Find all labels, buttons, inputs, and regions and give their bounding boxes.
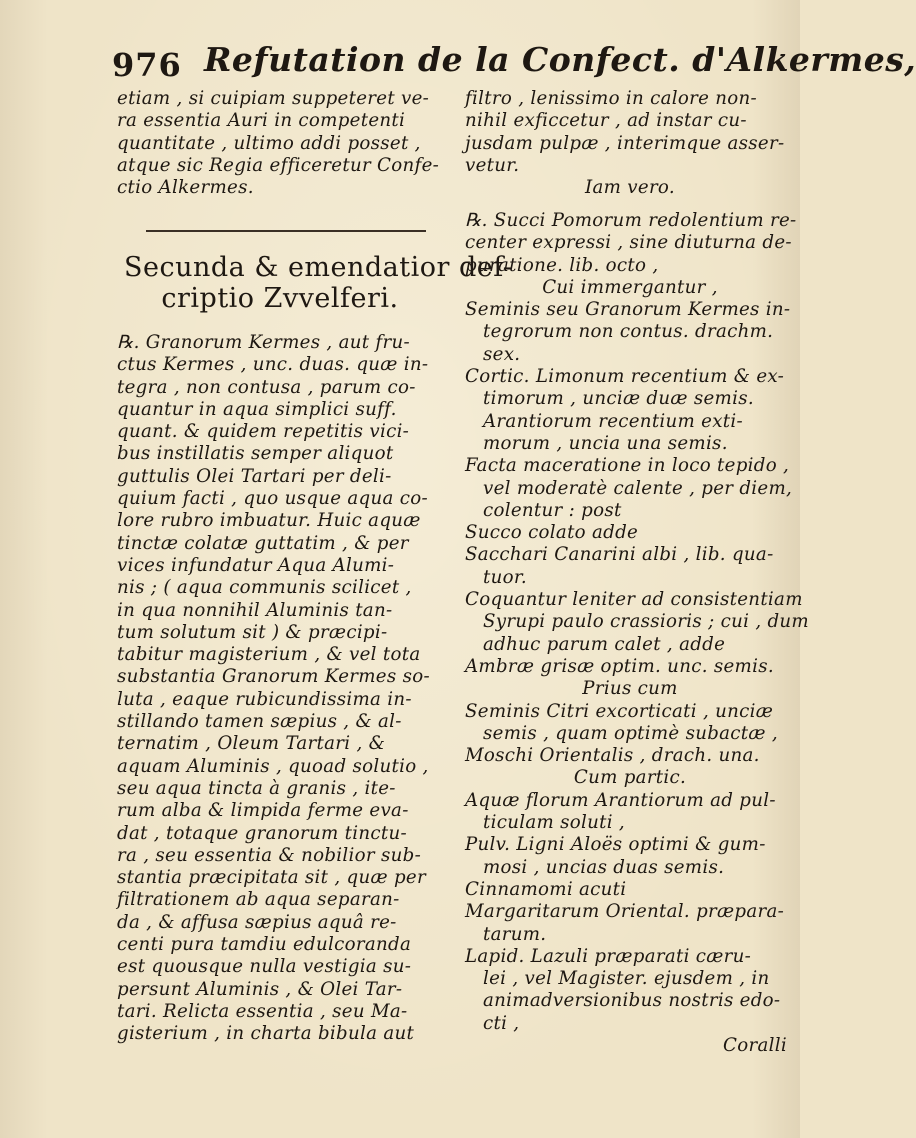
text-line: stillando tamen sæpius , & al- xyxy=(117,711,402,733)
text-line: timorum , unciæ duæ semis. xyxy=(483,388,754,410)
text-line: ternatim , Oleum Tartari , & xyxy=(117,733,386,755)
text-line: Sacchari Canarini albi , lib. qua- xyxy=(465,544,774,566)
text-line: ra , seu essentia & nobilior sub- xyxy=(117,844,422,866)
section-heading xyxy=(124,252,513,314)
text-line: jusdam pulpæ , interimque asser- xyxy=(465,132,785,154)
text-line: Coquantur leniter ad consistentiam xyxy=(465,589,803,611)
text-line: rum alba & limpida ferme eva- xyxy=(117,800,409,822)
section-divider-rule xyxy=(146,230,426,232)
text-line: quantitate , ultimo addi posset , xyxy=(117,132,421,154)
text-line: vel moderatè calente , per diem, xyxy=(483,477,793,499)
text-line: Cum partic. xyxy=(573,767,687,789)
text-line: luta , eaque rubicundissima in- xyxy=(117,688,412,710)
text-line: Margaritarum Oriental. præpara- xyxy=(465,901,785,923)
text-line: Moschi Orientalis , drach. una. xyxy=(465,745,760,767)
text-line: Cinnamomi acuti xyxy=(465,878,627,900)
text-line: est quousque nulla vestigia su- xyxy=(117,956,412,978)
left-column-recipe xyxy=(117,332,447,1046)
page-number: 976 xyxy=(112,46,182,84)
text-line: Lapid. Lazuli præparati cæru- xyxy=(465,945,752,967)
text-line: ℞. Succi Pomorum redolentium re- xyxy=(465,210,797,231)
text-line: Pulv. Ligni Aloës optimi & gum- xyxy=(465,834,766,856)
catchword: Coralli xyxy=(723,1034,787,1056)
text-line: morum , uncia una semis. xyxy=(483,432,728,454)
text-line: colentur : post xyxy=(483,499,622,521)
text-line: Seminis seu Granorum Kermes in- xyxy=(465,299,791,321)
text-line: quantur in aqua simplici suff. xyxy=(117,398,397,420)
left-column-top xyxy=(117,88,447,199)
text-line: semis , quam optimè subactæ , xyxy=(483,722,778,744)
text-line: lore rubro imbuatur. Huic aquæ xyxy=(117,510,421,532)
section-heading-line: Secunda & emendatior def- xyxy=(124,252,513,283)
text-line: ra essentia Auri in competenti xyxy=(117,110,406,132)
text-line: cti , xyxy=(483,1012,520,1034)
text-line: in qua nonnihil Aluminis tan- xyxy=(117,599,393,621)
text-line: vetur. xyxy=(465,154,520,176)
text-line: tinctæ colatæ guttatim , & per xyxy=(117,532,409,554)
text-line: ctus Kermes , unc. duas. quæ in- xyxy=(117,354,429,376)
text-line: ℞. Granorum Kermes , aut fru- xyxy=(117,332,410,353)
text-line: seu aqua tincta à granis , ite- xyxy=(117,777,396,799)
text-line: bus instillatis semper aliquot xyxy=(117,443,394,465)
text-line: aquam Aluminis , quoad solutio , xyxy=(117,755,429,777)
text-line: Iam vero. xyxy=(585,177,675,199)
text-line: quant. & quidem repetitis vici- xyxy=(117,421,410,443)
text-line: substantia Granorum Kermes so- xyxy=(117,666,430,688)
text-line: center expressi , sine diuturna de- xyxy=(465,232,792,254)
page-header xyxy=(112,40,916,90)
running-title: Refutation de la Confect. d'Alkermes, xyxy=(204,40,916,79)
text-line: etiam , si cuipiam suppeteret ve- xyxy=(117,88,430,109)
text-line: ticulam soluti , xyxy=(483,812,626,834)
text-line: filtro , lenissimo in calore non- xyxy=(465,88,758,109)
text-line: lei , vel Magister. ejusdem , in xyxy=(483,968,770,990)
text-line: tari. Relicta essentia , seu Ma- xyxy=(117,1000,408,1022)
text-line: nihil exficcetur , ad instar cu- xyxy=(465,110,747,132)
text-line: tum solutum sit ) & præcipi- xyxy=(117,621,388,643)
text-line: adhuc parum calet , adde xyxy=(483,633,726,655)
right-column-top xyxy=(465,88,795,199)
text-line: gisterium , in charta bibula aut xyxy=(117,1023,415,1045)
text-line: tabitur magisterium , & vel tota xyxy=(117,644,421,666)
text-line: tegra , non contusa , parum co- xyxy=(117,376,416,398)
text-line: quium facti , quo usque aqua co- xyxy=(117,488,428,510)
text-line: da , & affusa sæpius aquâ re- xyxy=(117,911,397,933)
text-line: atque sic Regia efficeretur Confe- xyxy=(117,154,440,176)
text-line: persunt Aluminis , & Olei Tar- xyxy=(117,978,403,1000)
text-line: vices infundatur Aqua Alumi- xyxy=(117,554,395,576)
text-line: mosi , uncias duas semis. xyxy=(483,856,725,878)
text-line: Syrupi paulo crassioris ; cui , dum xyxy=(483,611,809,633)
text-line: dat , totaque granorum tinctu- xyxy=(117,822,407,844)
text-line: Facta maceratione in loco tepido , xyxy=(465,455,790,477)
text-line: tarum. xyxy=(483,923,547,945)
text-line: Seminis Citri excorticati , unciæ xyxy=(465,700,774,722)
section-heading-line: criptio Zvvelferi. xyxy=(161,283,399,314)
text-line: stantia præcipitata sit , quæ per xyxy=(117,867,426,889)
text-line: centi pura tamdiu edulcoranda xyxy=(117,934,412,956)
text-line: sex. xyxy=(483,343,521,365)
text-line: animadversionibus nostris edo- xyxy=(483,990,781,1012)
text-line: puratione. lib. octo , xyxy=(465,254,659,276)
text-line: Aquæ florum Arantiorum ad pul- xyxy=(465,789,776,811)
text-line: Arantiorum recentium exti- xyxy=(483,410,743,432)
text-line: Prius cum xyxy=(582,678,678,700)
text-line: tegrorum non contus. drachm. xyxy=(483,321,774,343)
text-line: Cui immergantur , xyxy=(542,276,718,298)
text-line: guttulis Olei Tartari per deli- xyxy=(117,465,392,487)
text-line: Succo colato adde xyxy=(465,522,639,544)
text-line: Cortic. Limonum recentium & ex- xyxy=(465,366,785,388)
text-line: tuor. xyxy=(483,566,527,588)
text-line: nis ; ( aqua communis scilicet , xyxy=(117,577,412,599)
text-line: Ambræ grisæ optim. unc. semis. xyxy=(465,655,774,677)
text-line: filtrationem ab aqua separan- xyxy=(117,889,400,911)
right-column-recipe xyxy=(465,210,809,1057)
text-line: ctio Alkermes. xyxy=(117,177,254,199)
